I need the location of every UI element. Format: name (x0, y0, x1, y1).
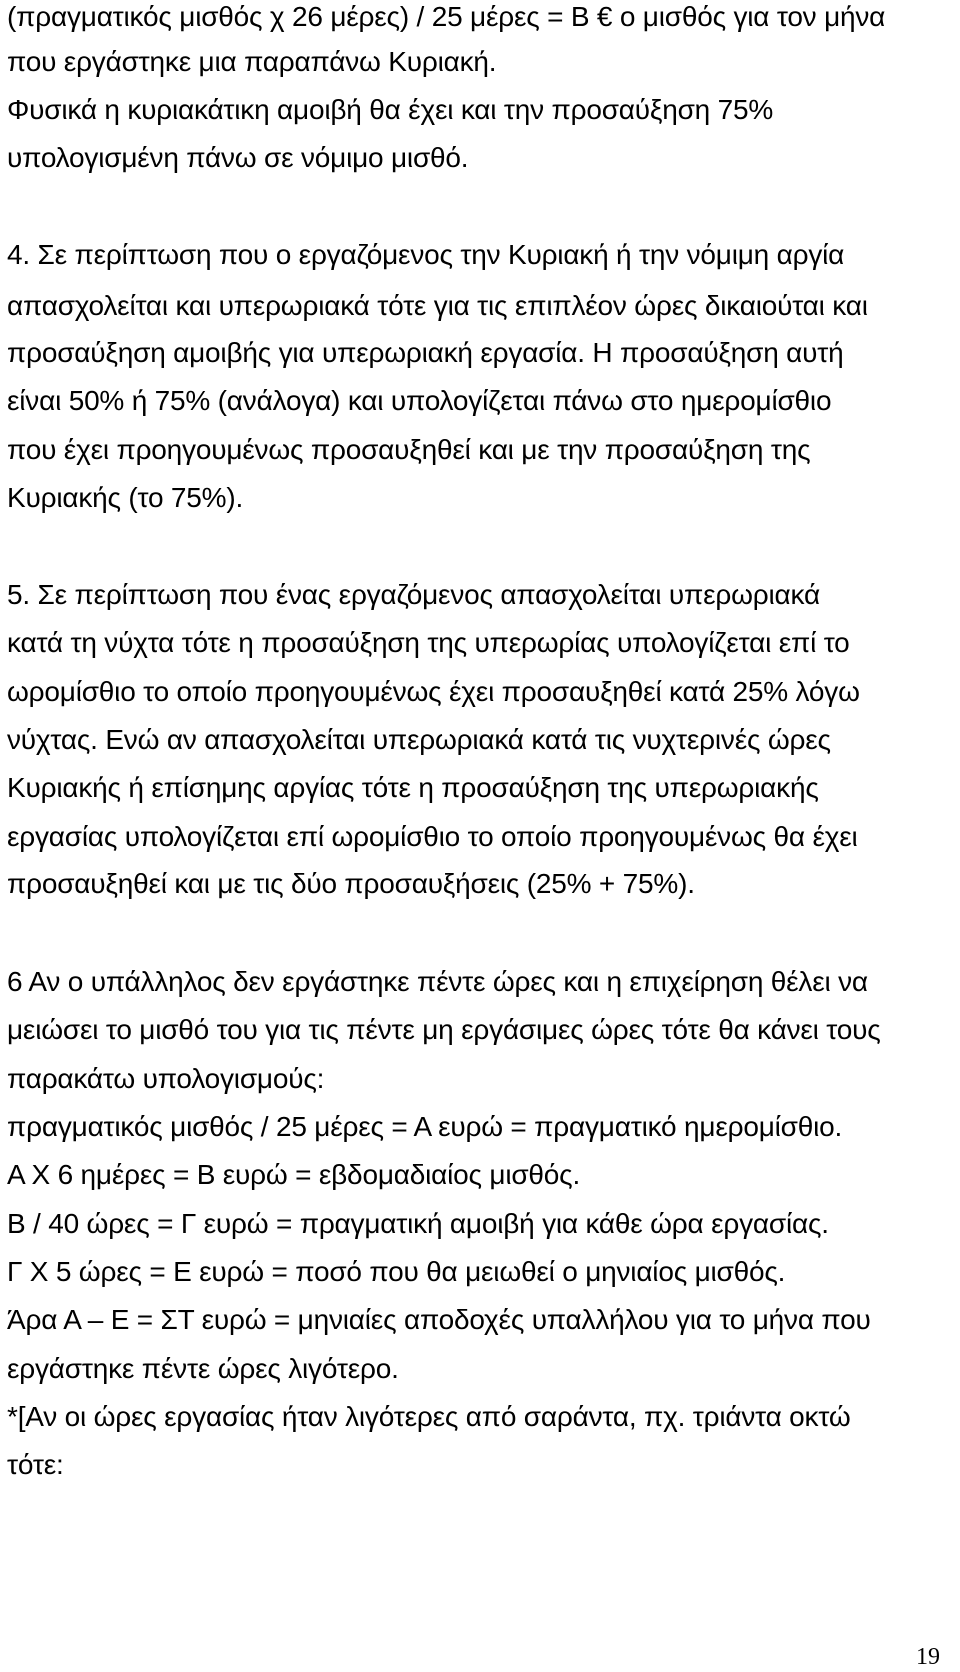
text-line: νύχτας. Ενώ αν απασχολείται υπερωριακά κατά τις νυχτερινές ώρες (7, 724, 831, 755)
text-line: Άρα Α – Ε = ΣΤ ευρώ = μηνιαίες αποδοχές υπαλλήλου για το μήνα που (7, 1304, 871, 1335)
page-number: 19 (916, 1644, 940, 1670)
text-line: Α Χ 6 ημέρες = Β ευρώ = εβδομαδιαίος μισθός. (7, 1159, 581, 1190)
text-line: εργασίας υπολογίζεται επί ωρομίσθιο το οποίο προηγουμένως θα έχει (7, 821, 858, 852)
text-line: υπολογισμένη πάνω σε νόμιμο μισθό. (7, 142, 469, 173)
text-line: Γ Χ 5 ώρες = Ε ευρώ = ποσό που θα μειωθεί ο μηνιαίος μισθός. (7, 1256, 786, 1287)
text-line: απασχολείται και υπερωριακά τότε για τις επιπλέον ώρες δικαιούται και (7, 290, 868, 321)
text-line: μειώσει το μισθό του για τις πέντε μη εργάσιμες ώρες τότε θα κάνει τους (7, 1014, 881, 1045)
text-line: ωρομίσθιο το οποίο προηγουμένως έχει προσαυξηθεί κατά 25% λόγω (7, 676, 860, 707)
text-line: Κυριακής ή επίσημης αργίας τότε η προσαύξηση της υπερωριακής (7, 772, 819, 803)
text-line: είναι 50% ή 75% (ανάλογα) και υπολογίζεται πάνω στο ημερομίσθιο (7, 385, 832, 416)
text-line: παρακάτω υπολογισμούς: (7, 1063, 325, 1094)
text-line: κατά τη νύχτα τότε η προσαύξηση της υπερωρίας υπολογίζεται επί το (7, 627, 850, 658)
text-line: πραγματικός μισθός / 25 μέρες = Α ευρώ = πραγματικό ημερομίσθιο. (7, 1111, 843, 1142)
text-line: προσαυξηθεί και με τις δύο προσαυξήσεις (25% + 75%). (7, 868, 695, 899)
text-line: τότε: (7, 1449, 64, 1480)
text-line: (πραγματικός μισθός χ 26 μέρες) / 25 μέρες = Β € ο μισθός για τον μήνα (7, 1, 886, 32)
text-line: που εργάστηκε μια παραπάνω Κυριακή. (7, 46, 497, 77)
text-line: Κυριακής (το 75%). (7, 482, 244, 513)
text-line: Β / 40 ώρες = Γ ευρώ = πραγματική αμοιβή για κάθε ώρα εργασίας. (7, 1208, 829, 1239)
text-line: 4. Σε περίπτωση που ο εργαζόμενος την Κυριακή ή την νόμιμη αργία (7, 239, 845, 270)
text-line: Φυσικά η κυριακάτικη αμοιβή θα έχει και την προσαύξηση 75% (7, 94, 774, 125)
text-line: 6 Αν ο υπάλληλος δεν εργάστηκε πέντε ώρες και η επιχείρηση θέλει να (7, 966, 868, 997)
text-line: που έχει προηγουμένως προσαυξηθεί και με την προσαύξηση της (7, 434, 811, 465)
text-line: 5. Σε περίπτωση που ένας εργαζόμενος απασχολείται υπερωριακά (7, 579, 820, 610)
text-line: προσαύξηση αμοιβής για υπερωριακή εργασία. Η προσαύξηση αυτή (7, 337, 844, 368)
text-line: *[Αν οι ώρες εργασίας ήταν λιγότερες από σαράντα, πχ. τριάντα οκτώ (7, 1401, 851, 1432)
text-line: εργάστηκε πέντε ώρες λιγότερο. (7, 1353, 399, 1384)
